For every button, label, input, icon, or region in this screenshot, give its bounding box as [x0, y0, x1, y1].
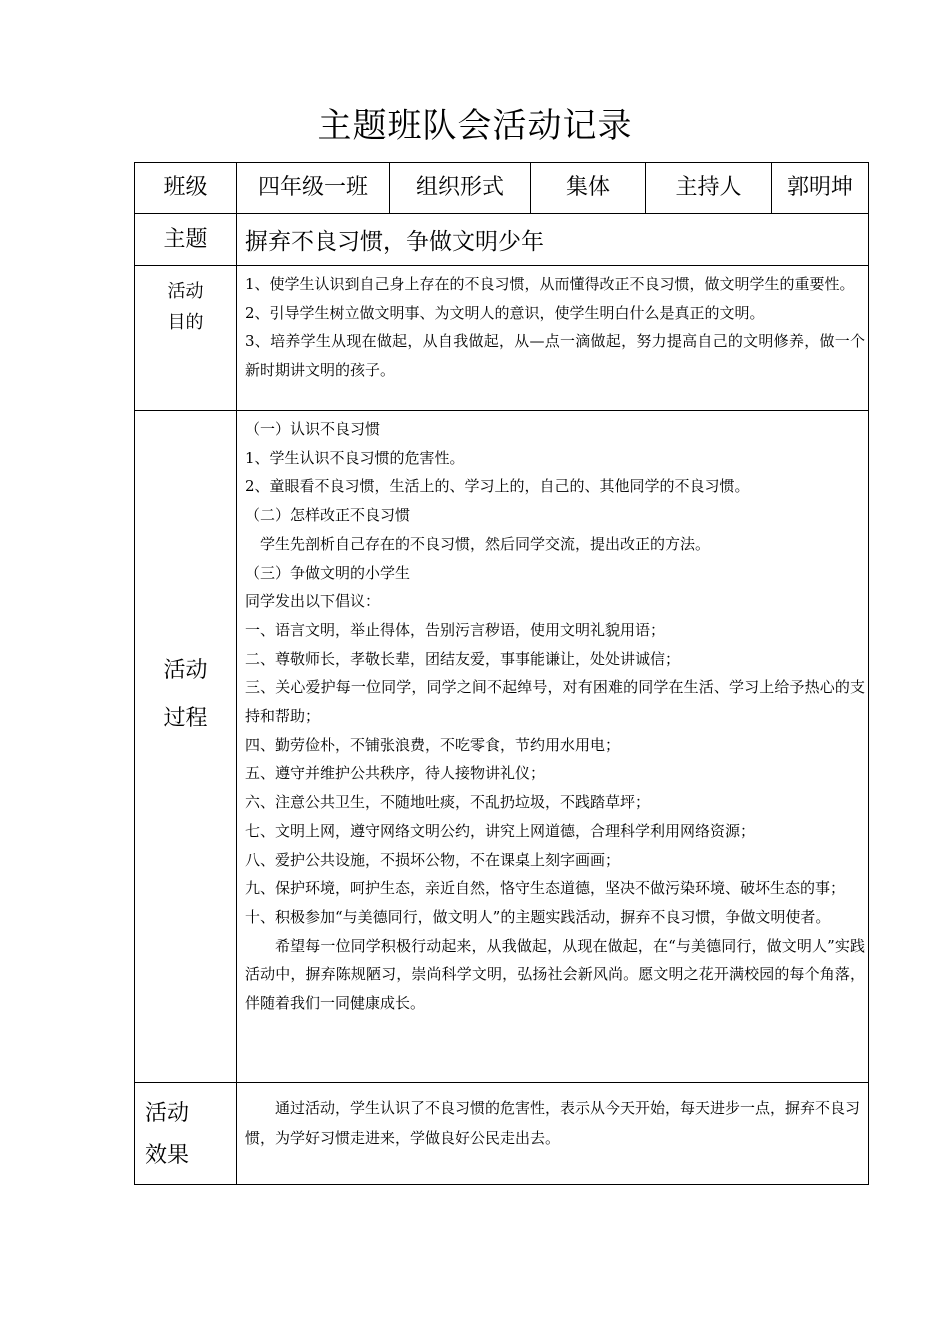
- host-value: 郭明坤: [772, 163, 869, 214]
- effect-label-line1: 活动: [145, 1101, 190, 1126]
- process-section3-title: （三）争做文明的小学生: [245, 563, 411, 582]
- class-value: 四年级一班: [237, 163, 390, 214]
- process-section1-item-1: 1、学生认识不良习惯的危害性。: [245, 448, 465, 467]
- effect-content: [237, 1083, 869, 1185]
- purpose-label-line1: 活动: [167, 281, 204, 302]
- process-section2-text: 学生先剖析自己存在的不良习惯，然后同学交流，提出改正的方法。: [260, 534, 711, 553]
- initiative-item-10: 十、积极参加“与美德同行，做文明人”的主题实践活动，摒弃不良习惯，争做文明使者。: [245, 907, 831, 926]
- effect-row: [135, 1083, 869, 1185]
- process-label: [135, 411, 237, 1083]
- purpose-item-2: 2、引导学生树立做文明事、为文明人的意识，使学生明白什么是真正的文明。: [245, 303, 765, 322]
- topic-value: 摒弃不良习惯，争做文明少年: [237, 214, 869, 266]
- initiative-item-6: 六、注意公共卫生，不随地吐痰，不乱扔垃圾，不践踏草坪；: [245, 793, 651, 812]
- initiative-item-5: 五、遵守并维护公共秩序，待人接物讲礼仪；: [245, 764, 546, 783]
- process-label-line2: 过程: [163, 705, 208, 731]
- initiative-item-7: 七、文明上网，遵守网络文明公约，讲究上网道德，合理科学利用网络资源；: [245, 821, 756, 840]
- class-label: 班级: [135, 163, 237, 214]
- topic-row: [135, 214, 869, 266]
- purpose-label-line2: 目的: [167, 312, 204, 333]
- effect-text: 通过活动，学生认识了不良习惯的危害性，表示从今天开始，每天进步一点，摒弃不良习惯，为学好习惯走进来，学做良好公民走出去。: [245, 1099, 861, 1147]
- purpose-label: [135, 266, 237, 411]
- purpose-content: [237, 266, 869, 411]
- process-section2-title: （二）怎样改正不良习惯: [245, 506, 411, 525]
- process-section1-item-2: 2、童眼看不良习惯，生活上的、学习上的，自己的、其他同学的不良习惯。: [245, 477, 750, 496]
- process-content: [237, 411, 869, 1083]
- initiative-item-2: 二、尊敬师长，孝敬长辈，团结友爱，事事能谦让，处处讲诚信；: [245, 649, 681, 668]
- effect-label: [135, 1083, 237, 1185]
- purpose-row: [135, 266, 869, 411]
- initiative-item-4: 四、勤劳俭朴，不铺张浪费，不吃零食，节约用水用电；: [245, 735, 621, 754]
- document-title: 主题班队会活动记录: [317, 106, 633, 146]
- header-row: [135, 163, 869, 214]
- topic-label: 主题: [135, 214, 237, 266]
- form-label: 组织形式: [390, 163, 531, 214]
- initiative-intro: 同学发出以下倡议：: [245, 592, 381, 611]
- purpose-item-3: 3、培养学生从现在做起，从自我做起，从—点一滴做起，努力提高自己的文明修养，做一个新时期讲文明的孩子。: [245, 332, 865, 380]
- activity-record-table: [134, 162, 869, 1185]
- effect-label-line2: 效果: [145, 1143, 190, 1168]
- process-row: [135, 411, 869, 1083]
- form-value: 集体: [531, 163, 646, 214]
- process-label-line1: 活动: [163, 657, 208, 683]
- initiative-item-1: 一、语言文明，举止得体，告别污言秽语，使用文明礼貌用语；: [245, 620, 666, 639]
- purpose-item-1: 1、使学生认识到自己身上存在的不良习惯，从而懂得改正不良习惯，做文明学生的重要性。: [245, 275, 855, 293]
- process-closing: 希望每一位同学积极行动起来，从我做起，从现在做起，在“与美德同行，做文明人”实践活动中，摒弃陈规陋习，崇尚科学文明，弘扬社会新风尚。愿文明之花开满校园的每个角落，伴随着我们一同健康成长。: [245, 936, 865, 1013]
- initiative-item-9: 九、保护环境，呵护生态，亲近自然，恪守生态道德，坚决不做污染环境、破坏生态的事；: [245, 879, 846, 898]
- host-label: 主持人: [646, 163, 772, 214]
- process-section1-title: （一）认识不良习惯: [245, 420, 381, 438]
- initiative-item-8: 八、爱护公共设施，不损坏公物，不在课桌上刻字画画；: [245, 850, 621, 869]
- initiative-item-3: 三、关心爱护每一位同学，同学之间不起绰号，对有困难的同学在生活、学习上给予热心的支持和帮助；: [245, 678, 865, 726]
